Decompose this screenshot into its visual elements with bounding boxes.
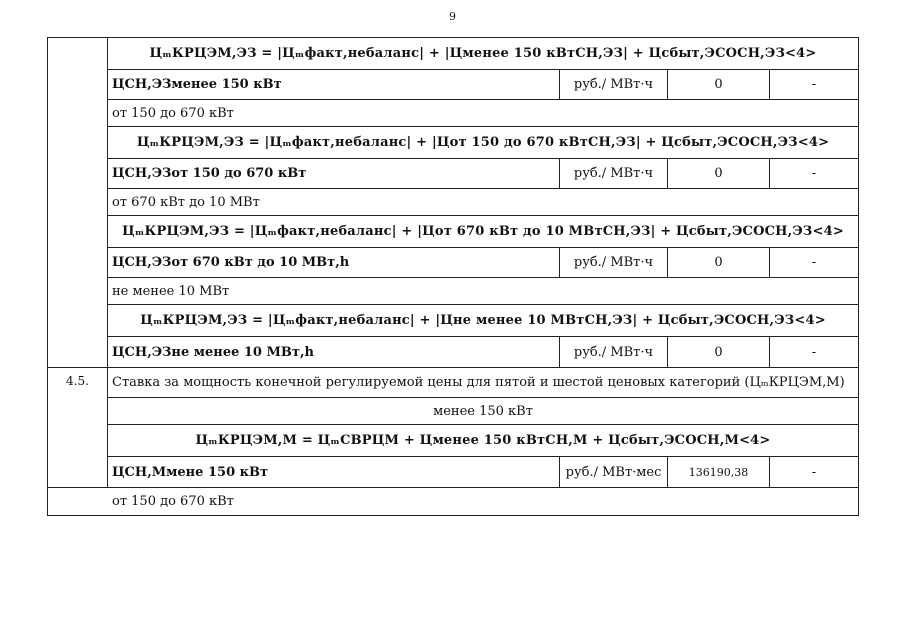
subgroup-heading: от 670 кВт до 10 МВт: [112, 194, 260, 210]
indicator-name: ЦСН,ЭЗменее 150 кВт: [108, 70, 560, 99]
subgroup-heading-row: [48, 488, 858, 515]
value-cell: 136190,38: [668, 457, 770, 487]
formula: ЦₘКРЦЭМ,ЭЗ = |Цₘфакт,небаланс| + |Цменее 150 кВтСН,ЭЗ| + Цсбыт,ЭСОСН,ЭЗ<4>: [149, 46, 817, 61]
indicator-name: ЦСН,ЭЗот 150 до 670 кВт: [108, 159, 560, 188]
value-cell: 0: [668, 337, 770, 367]
subgroup-heading-row: [108, 100, 858, 127]
indicator-name: ЦСН,Ммене 150 кВт: [108, 457, 560, 487]
value-cell: 0: [668, 159, 770, 188]
formula: ЦₘКРЦЭМ,ЭЗ = |Цₘфакт,небаланс| + |Цот 150 до 670 кВтСН,ЭЗ| + Цсбыт,ЭСОСН,ЭЗ<4>: [136, 135, 830, 150]
section-title-row: [108, 368, 858, 398]
unit-cell: руб./ МВт·ч: [560, 70, 668, 99]
indicator-name: ЦСН,ЭЗне менее 10 МВт,h: [108, 337, 560, 367]
formula-row: [108, 216, 858, 248]
page-number: 9: [449, 10, 456, 23]
value-cell: 0: [668, 248, 770, 277]
value-row: [108, 159, 858, 189]
subgroup-heading-row: [108, 189, 858, 216]
formula: ЦₘКРЦЭМ,ЭЗ = |Цₘфакт,небаланс| + |Цот 670 кВт до 10 МВтСН,ЭЗ| + Цсбыт,ЭСОСН,ЭЗ<4>: [122, 224, 844, 239]
formula: ЦₘКРЦЭМ,ЭЗ = |Цₘфакт,небаланс| + |Цне менее 10 МВтСН,ЭЗ| + Цсбыт,ЭСОСН,ЭЗ<4>: [140, 313, 826, 328]
subgroup-heading: от 150 до 670 кВт: [112, 494, 234, 509]
tariff-table: [47, 37, 859, 516]
value-row: [108, 248, 858, 278]
value-cell: 0: [668, 70, 770, 99]
value-row: [108, 457, 858, 487]
unit-cell: руб./ МВт·ч: [560, 337, 668, 367]
row-number-cell: [48, 38, 108, 367]
subgroup-heading: от 150 до 670 кВт: [112, 105, 234, 121]
table-row: [48, 488, 858, 515]
subgroup-heading: не менее 10 МВт: [112, 283, 230, 299]
formula: ЦₘКРЦЭМ,М = ЦₘСВРЦМ + Цменее 150 кВтСН,М + Цсбыт,ЭСОСН,М<4>: [195, 433, 771, 448]
unit-cell: руб./ МВт·ч: [560, 159, 668, 188]
formula-row: [108, 425, 858, 457]
dash-cell: -: [811, 77, 817, 92]
dash-cell: -: [811, 255, 817, 270]
formula-row: [108, 38, 858, 70]
value-row: [108, 70, 858, 100]
dash-cell: -: [811, 464, 817, 480]
subgroup-heading-row: [108, 278, 858, 305]
section-number: 4.5.: [48, 368, 108, 487]
unit-cell: руб./ МВт·мес: [560, 457, 668, 487]
dash-cell: -: [811, 166, 817, 181]
subgroup-heading-row: [108, 398, 858, 425]
dash-cell: -: [811, 344, 817, 360]
formula-row: [108, 127, 858, 159]
value-row: [108, 337, 858, 367]
table-row: [48, 38, 858, 368]
subgroup-heading: менее 150 кВт: [433, 403, 533, 419]
indicator-name: ЦСН,ЭЗот 670 кВт до 10 МВт,h: [108, 248, 560, 277]
formula-row: [108, 305, 858, 337]
section-title: Ставка за мощность конечной регулируемой цены для пятой и шестой ценовых категорий (ЦₘКРЦЭМ,М): [112, 375, 845, 390]
table-row: [48, 368, 858, 488]
unit-cell: руб./ МВт·ч: [560, 248, 668, 277]
